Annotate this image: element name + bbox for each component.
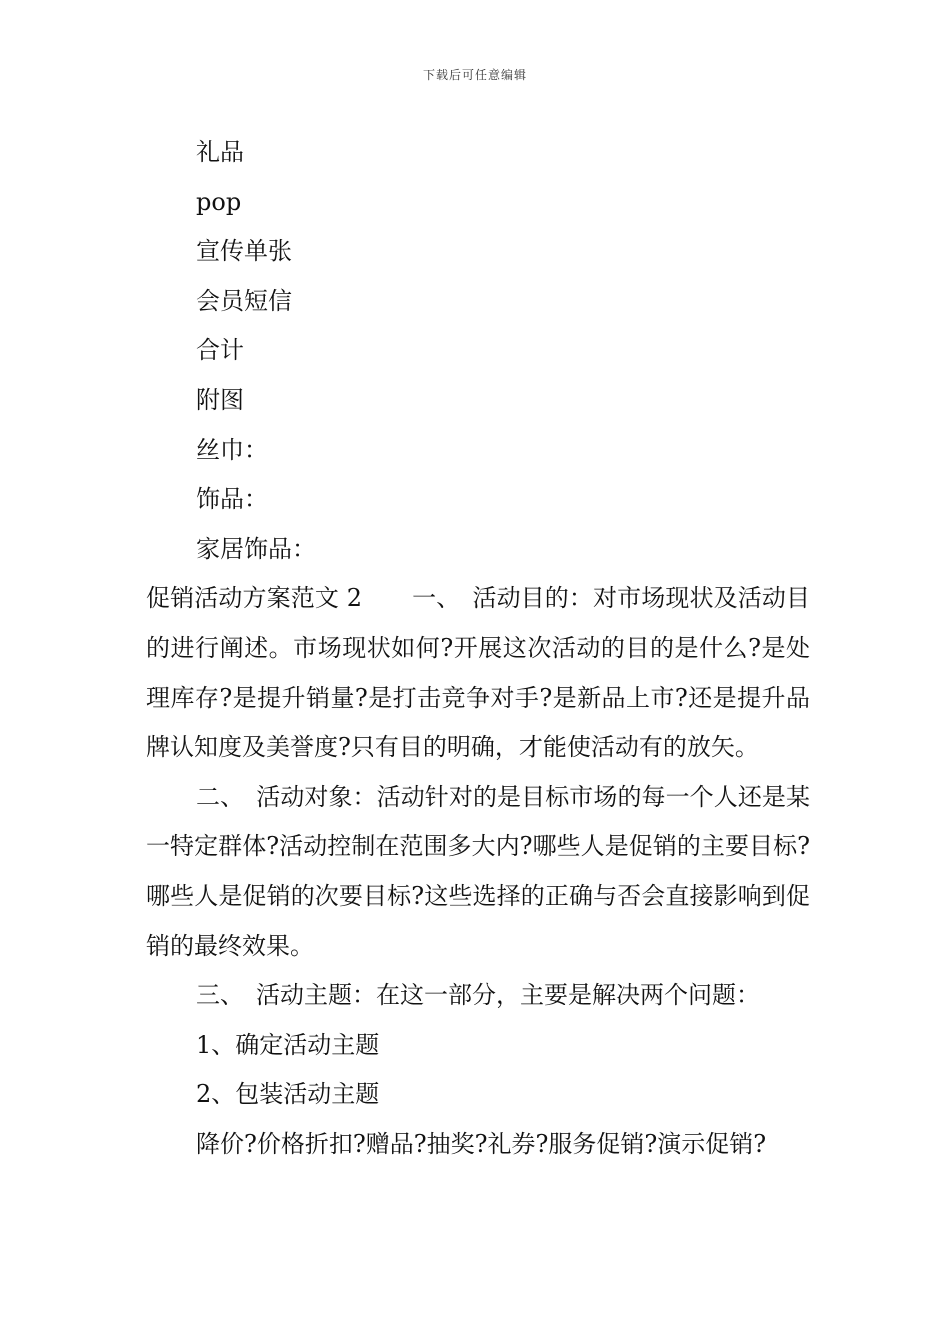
section-paragraph-objective <box>146 574 810 772</box>
list-item: 会员短信 <box>196 286 292 315</box>
paragraph-theme: 三、 活动主题：在这一部分，主要是解决两个问题： <box>196 981 760 1010</box>
promotion-methods-line: 降价?价格折扣?赠品?抽奖?礼券?服务促销?演示促销? <box>196 1129 767 1158</box>
list-item: 附图 <box>196 385 244 414</box>
page-header: 下载后可任意编辑 <box>422 68 527 82</box>
sub-item-package-theme: 2、包装活动主题 <box>196 1080 380 1109</box>
document-body <box>146 128 810 1169</box>
list-item: 礼品 <box>196 138 244 166</box>
list-item: 家居饰品： <box>196 534 316 563</box>
paragraph-audience: 二、 活动对象：活动针对的是目标市场的每一个人还是某一特定群体?活动控制在范围多大内?哪些人是促销的主要目标?哪些人是促销的次要目标?这些选择的正确与否会直接影响到促销的最终效果。 <box>146 782 810 960</box>
section-title: 促销活动方案范文 2 <box>146 584 362 613</box>
list-item: 合计 <box>196 336 244 365</box>
list-item: 丝巾： <box>196 435 268 464</box>
list-item: 宣传单张 <box>196 237 292 266</box>
objective-text: 一、 活动目的：对市场现状及活动目的进行阐述。市场现状如何?开展这次活动的目的是什么?是处理库存?是提升销量?是打击竞争对手?是新品上市?还是提升品牌认知度及美誉度?只有目的明确，才能使活动有的放矢。 <box>146 584 810 762</box>
sub-item-determine-theme: 1、确定活动主题 <box>196 1030 380 1059</box>
list-item: pop <box>196 187 242 216</box>
list-item: 饰品： <box>196 485 268 514</box>
